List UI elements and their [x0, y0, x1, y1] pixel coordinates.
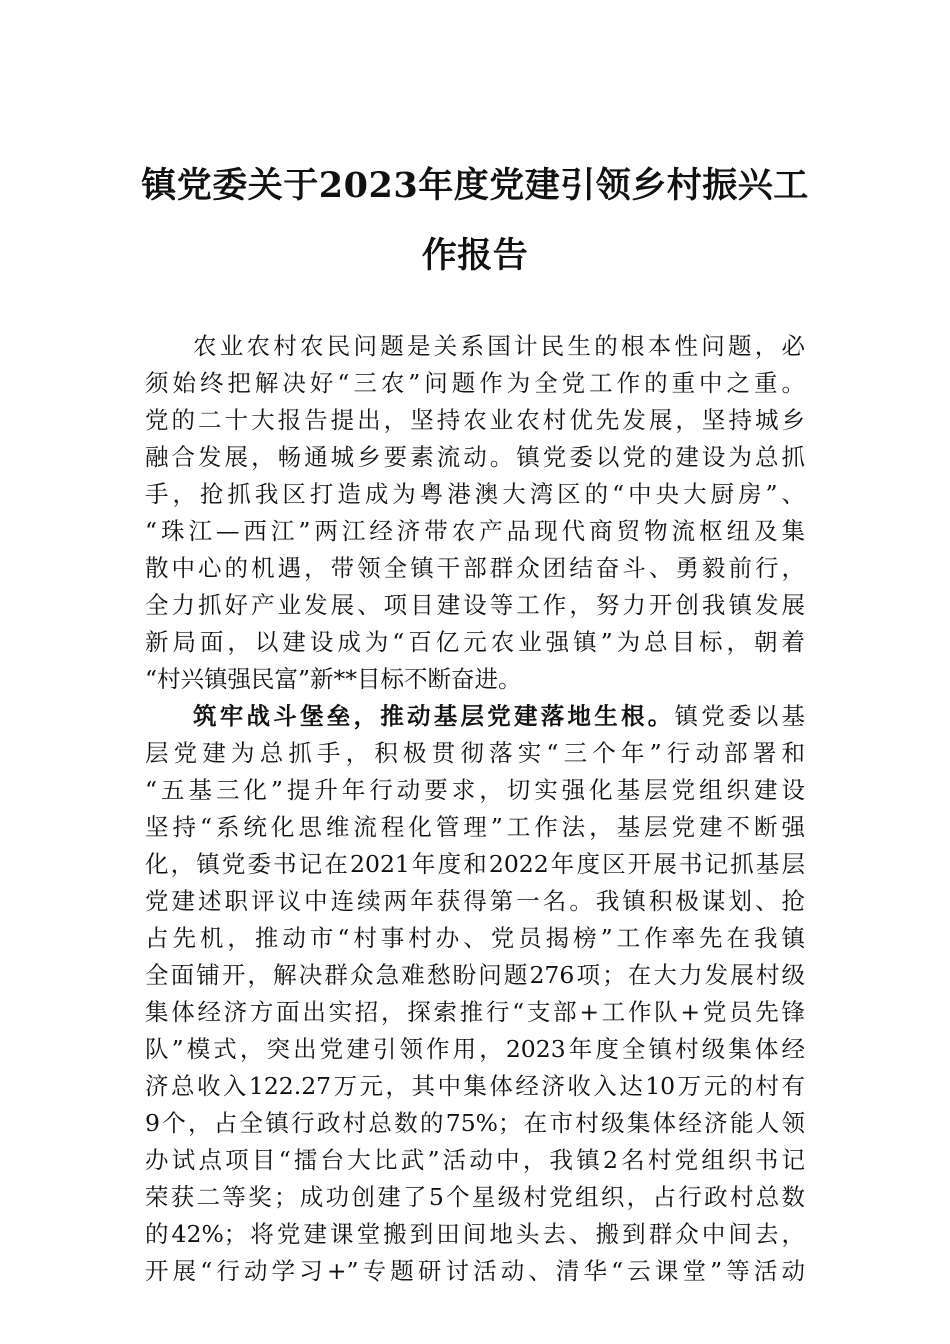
- paragraph-1-line: “珠江—西江”两江经济带农产品现代商贸物流枢纽及集: [145, 517, 805, 545]
- paragraph-2-line: 办试点项目“擂台大比武”活动中，我镇2名村党组织书记: [145, 1146, 805, 1174]
- paragraph-2-line: 队”模式，突出党建引领作用，2023年度全镇村级集体经: [145, 1035, 805, 1063]
- paragraph-1-line: 散中心的机遇，带领全镇干部群众团结奋斗、勇毅前行，: [145, 554, 805, 582]
- document-title-line-2: 作报告: [421, 235, 529, 276]
- paragraph-2-line: 坚持“系统化思维流程化管理”工作法，基层党建不断强: [145, 813, 805, 841]
- paragraph-2-line: 9个，占全镇行政村总数的75%；在市村级集体经济能人领: [145, 1109, 805, 1137]
- paragraph-1-line: 手，抢抓我区打造成为粤港澳大湾区的“中央大厨房”、: [145, 480, 805, 508]
- paragraph-1-line: 党的二十大报告提出，坚持农业农村优先发展，坚持城乡: [145, 406, 805, 434]
- paragraph-2-line: 的42%；将党建课堂搬到田间地头去、搬到群众中间去，: [145, 1220, 805, 1248]
- paragraph-2-line: 化，镇党委书记在2021年度和2022年度区开展书记抓基层: [145, 850, 805, 878]
- paragraph-2-line: 集体经济方面出实招，探索推行“支部+工作队+党员先锋: [145, 998, 805, 1026]
- paragraph-2-line: 荣获二等奖；成功创建了5个星级村党组织，占行政村总数: [145, 1183, 805, 1211]
- paragraph-2-line: 占先机，推动市“村事村办、党员揭榜”工作率先在我镇: [145, 924, 805, 952]
- paragraph-2-first-line-rest: 镇党委以基: [674, 702, 805, 730]
- paragraph-1-line: 新局面，以建设成为“百亿元农业强镇”为总目标，朝着: [145, 628, 805, 656]
- paragraph-1-line: 农业农村农民问题是关系国计民生的根本性问题，必: [193, 332, 805, 360]
- paragraph-2-line: 开展“行动学习+”专题研讨活动、清华“云课堂”等活动: [145, 1257, 805, 1285]
- paragraph-2-line: 层党建为总抓手，积极贯彻落实“三个年”行动部署和: [145, 739, 805, 767]
- paragraph-2-line: “五基三化”提升年行动要求，切实强化基层党组织建设: [145, 776, 805, 804]
- paragraph-2-line: 党建述职评议中连续两年获得第一名。我镇积极谋划、抢: [145, 887, 805, 915]
- paragraph-2-line: 济总收入122.27万元，其中集体经济收入达10万元的村有: [145, 1072, 805, 1100]
- document-title-line-1: 镇党委关于2023年度党建引领乡村振兴工: [141, 165, 809, 206]
- paragraph-2-heading: 筑牢战斗堡垒，推动基层党建落地生根。: [193, 702, 675, 730]
- paragraph-2-line: 全面铺开，解决群众急难愁盼问题276项；在大力发展村级: [145, 961, 805, 989]
- paragraph-1-line: 融合发展，畅通城乡要素流动。镇党委以党的建设为总抓: [145, 443, 805, 471]
- paragraph-1-line: “村兴镇强民富”新**目标不断奋进。: [145, 665, 522, 693]
- paragraph-2-first-line: [193, 701, 805, 731]
- paragraph-1-line: 全力抓好产业发展、项目建设等工作，努力开创我镇发展: [145, 591, 805, 619]
- paragraph-1-line: 须始终把解决好“三农”问题作为全党工作的重中之重。: [145, 369, 805, 397]
